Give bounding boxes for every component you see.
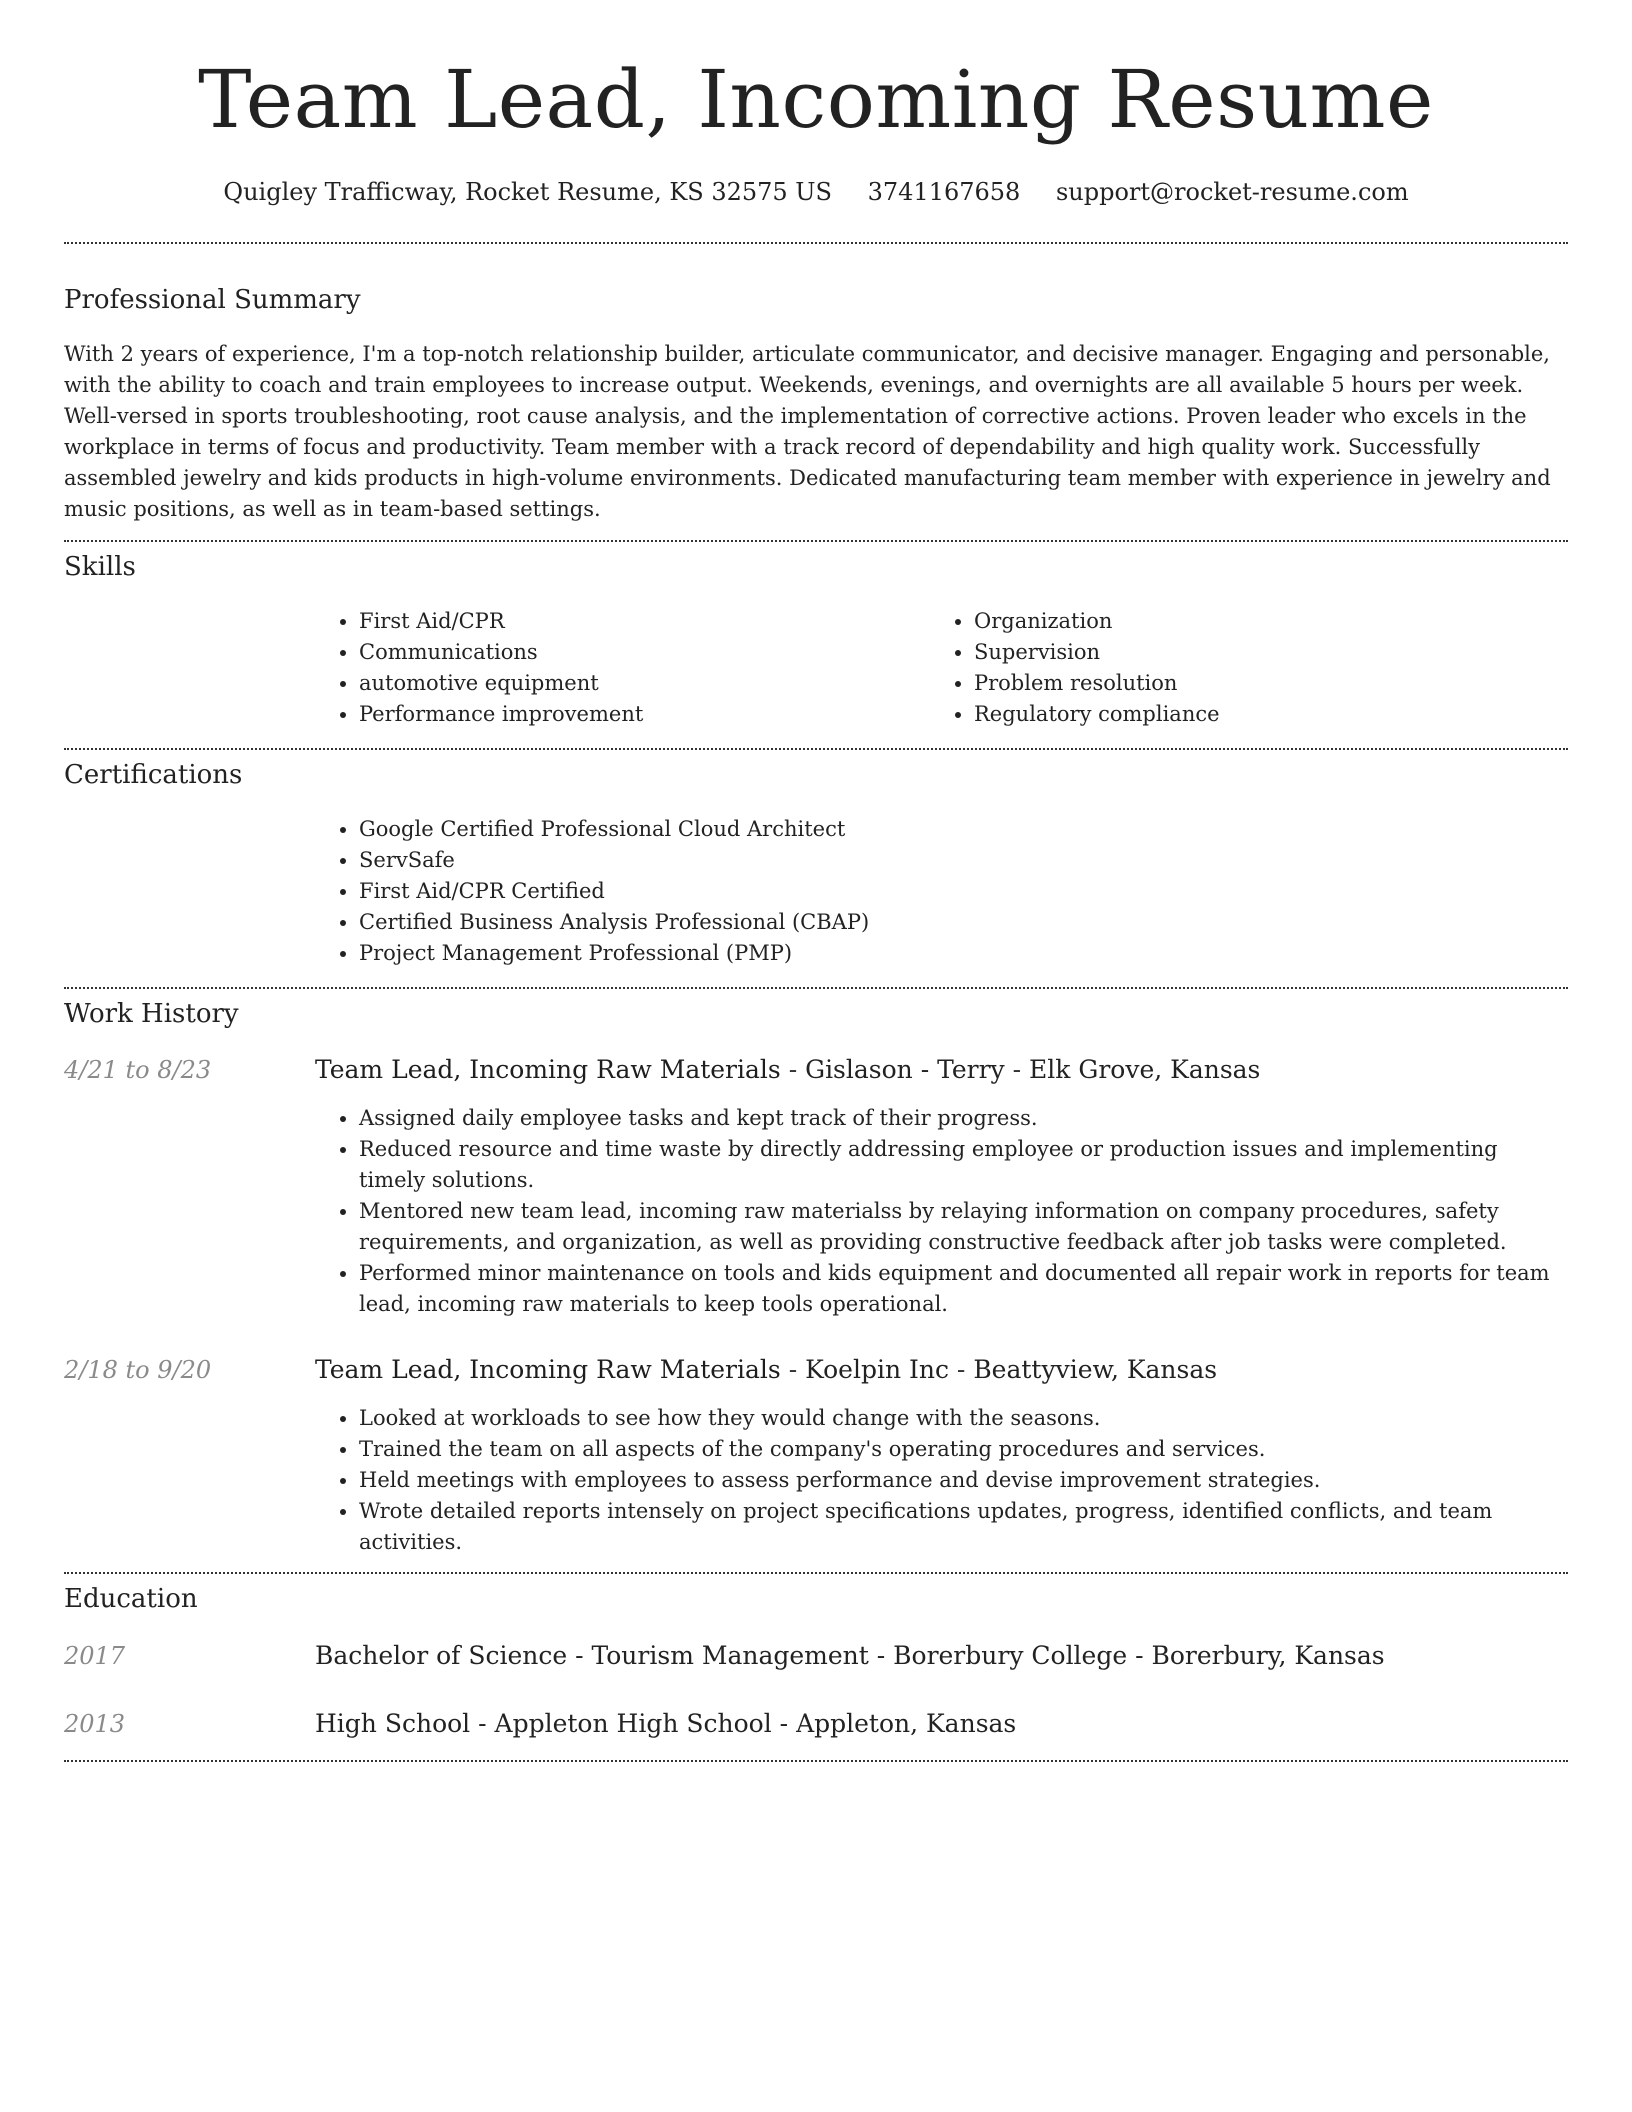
- section-divider: [64, 1760, 1568, 1762]
- education-section: [64, 1583, 1568, 1740]
- job-employer: Gislason - Terry: [805, 1055, 1005, 1084]
- job-header: [64, 1354, 1568, 1386]
- job-bullets: [315, 1103, 1568, 1320]
- summary-section: [64, 284, 1568, 525]
- job-bullet: • Wrote detailed reports intensely on project specifications updates, progress, identified conflicts, and team activities.: [359, 1496, 1568, 1558]
- job-title: Team Lead, Incoming Raw Materials: [315, 1355, 781, 1384]
- education-location: Appleton, Kansas: [796, 1709, 1017, 1738]
- skill-item: • Organization: [974, 606, 1545, 637]
- skills-section: [64, 551, 1568, 730]
- skill-item: • Supervision: [974, 637, 1545, 668]
- skills-heading: Skills: [64, 552, 136, 582]
- resume-title: Team Lead, Incoming Resume: [198, 53, 1434, 146]
- skill-item: • automotive equipment: [359, 668, 930, 699]
- work-history-heading: Work History: [64, 999, 239, 1029]
- job-bullet: • Assigned daily employee tasks and kept track of their progress.: [359, 1103, 1568, 1134]
- education-location: Borerbury, Kansas: [1151, 1641, 1385, 1670]
- job-bullet: • Mentored new team lead, incoming raw materialss by relaying information on company procedures, safety requirements, and organization, as well as providing constructive feedback after job tasks were completed.: [359, 1196, 1568, 1258]
- certification-item: • Google Certified Professional Cloud Architect: [359, 814, 1568, 845]
- certifications-list: [315, 814, 1568, 969]
- job-bullet: • Trained the team on all aspects of the company's operating procedures and services.: [359, 1434, 1568, 1465]
- section-divider: [64, 242, 1568, 244]
- education-degree: High School: [315, 1709, 471, 1738]
- skill-item: • Problem resolution: [974, 668, 1545, 699]
- summary-heading: Professional Summary: [64, 285, 361, 315]
- contact-email: support@rocket-resume.com: [1055, 178, 1409, 206]
- job-location: Beattyview, Kansas: [973, 1355, 1218, 1384]
- resume-page: [64, 0, 1568, 1762]
- skills-list-right: [930, 606, 1545, 730]
- section-divider: [64, 748, 1568, 750]
- education-school: Appleton High School: [494, 1709, 772, 1738]
- section-divider: [64, 540, 1568, 542]
- job-entry: [64, 1054, 1568, 1320]
- job-bullets: [315, 1403, 1568, 1558]
- education-entry: [64, 1640, 1568, 1672]
- job-title-line: Team Lead, Incoming Raw Materials - Gislason - Terry - Elk Grove, Kansas: [315, 1055, 1261, 1084]
- education-school: Borerbury College: [893, 1641, 1128, 1670]
- job-title-line: Team Lead, Incoming Raw Materials - Koelpin Inc - Beattyview, Kansas: [315, 1355, 1218, 1384]
- skill-item: • Communications: [359, 637, 930, 668]
- education-line: Bachelor of Science - Tourism Management - Borerbury College - Borerbury, Kansas: [315, 1641, 1385, 1670]
- job-entry: [64, 1354, 1568, 1558]
- skill-item: • Regulatory compliance: [974, 699, 1545, 730]
- education-year: 2017: [64, 1642, 126, 1670]
- contact-info: [64, 176, 1568, 208]
- job-dates: 2/18 to 9/20: [64, 1356, 212, 1384]
- summary-text: With 2 years of experience, I'm a top-notch relationship builder, articulate communicator, and decisive manager. Engaging and personable, with the ability to coach and train employees to increase output. Weekends, evenings, and overnights are all available 5 hours per week. Well-versed in sports troubleshooting, root cause analysis, and the implementation of corrective actions. Proven leader who excels in the workplace in terms of focus and productivity. Team member with a track record of dependability and high quality work. Successfully assembled jewelry and kids products in high-volume environments. Dedicated manufacturing team member with experience in jewelry and music positions, as well as in team-based settings.: [64, 342, 1551, 521]
- skill-item: • Performance improvement: [359, 699, 930, 730]
- job-bullet: • Held meetings with employees to assess performance and devise improvement strategies.: [359, 1465, 1568, 1496]
- job-header: [64, 1054, 1568, 1086]
- certification-item: • Certified Business Analysis Professional (CBAP): [359, 907, 1568, 938]
- work-history-section: [64, 998, 1568, 1558]
- contact-phone: 3741167658: [867, 178, 1021, 206]
- education-line: High School - Appleton High School - Appleton, Kansas: [315, 1709, 1017, 1738]
- certification-item: • Project Management Professional (PMP): [359, 938, 1568, 969]
- education-heading: Education: [64, 1584, 198, 1614]
- skill-item: • First Aid/CPR: [359, 606, 930, 637]
- certification-item: • ServSafe: [359, 845, 1568, 876]
- job-location: Elk Grove, Kansas: [1029, 1055, 1261, 1084]
- job-dates: 4/21 to 8/23: [64, 1056, 212, 1084]
- job-bullet: • Reduced resource and time waste by directly addressing employee or production issues and implementing timely solutions.: [359, 1134, 1568, 1196]
- certifications-section: [64, 759, 1568, 969]
- job-bullet: • Performed minor maintenance on tools and kids equipment and documented all repair work in reports for team lead, incoming raw materials to keep tools operational.: [359, 1258, 1568, 1320]
- job-bullet: • Looked at workloads to see how they would change with the seasons.: [359, 1403, 1568, 1434]
- skills-list-left: [315, 606, 930, 730]
- job-title: Team Lead, Incoming Raw Materials: [315, 1055, 781, 1084]
- education-entry: [64, 1708, 1568, 1740]
- certifications-heading: Certifications: [64, 760, 243, 790]
- contact-address: Quigley Trafficway, Rocket Resume, KS 32575 US: [223, 178, 832, 206]
- skills-columns: [315, 606, 1568, 730]
- job-employer: Koelpin Inc: [805, 1355, 949, 1384]
- section-divider: [64, 1572, 1568, 1574]
- certification-item: • First Aid/CPR Certified: [359, 876, 1568, 907]
- resume-header: [64, 0, 1568, 208]
- education-degree: Bachelor of Science - Tourism Management: [315, 1641, 869, 1670]
- section-divider: [64, 987, 1568, 989]
- education-year: 2013: [64, 1710, 126, 1738]
